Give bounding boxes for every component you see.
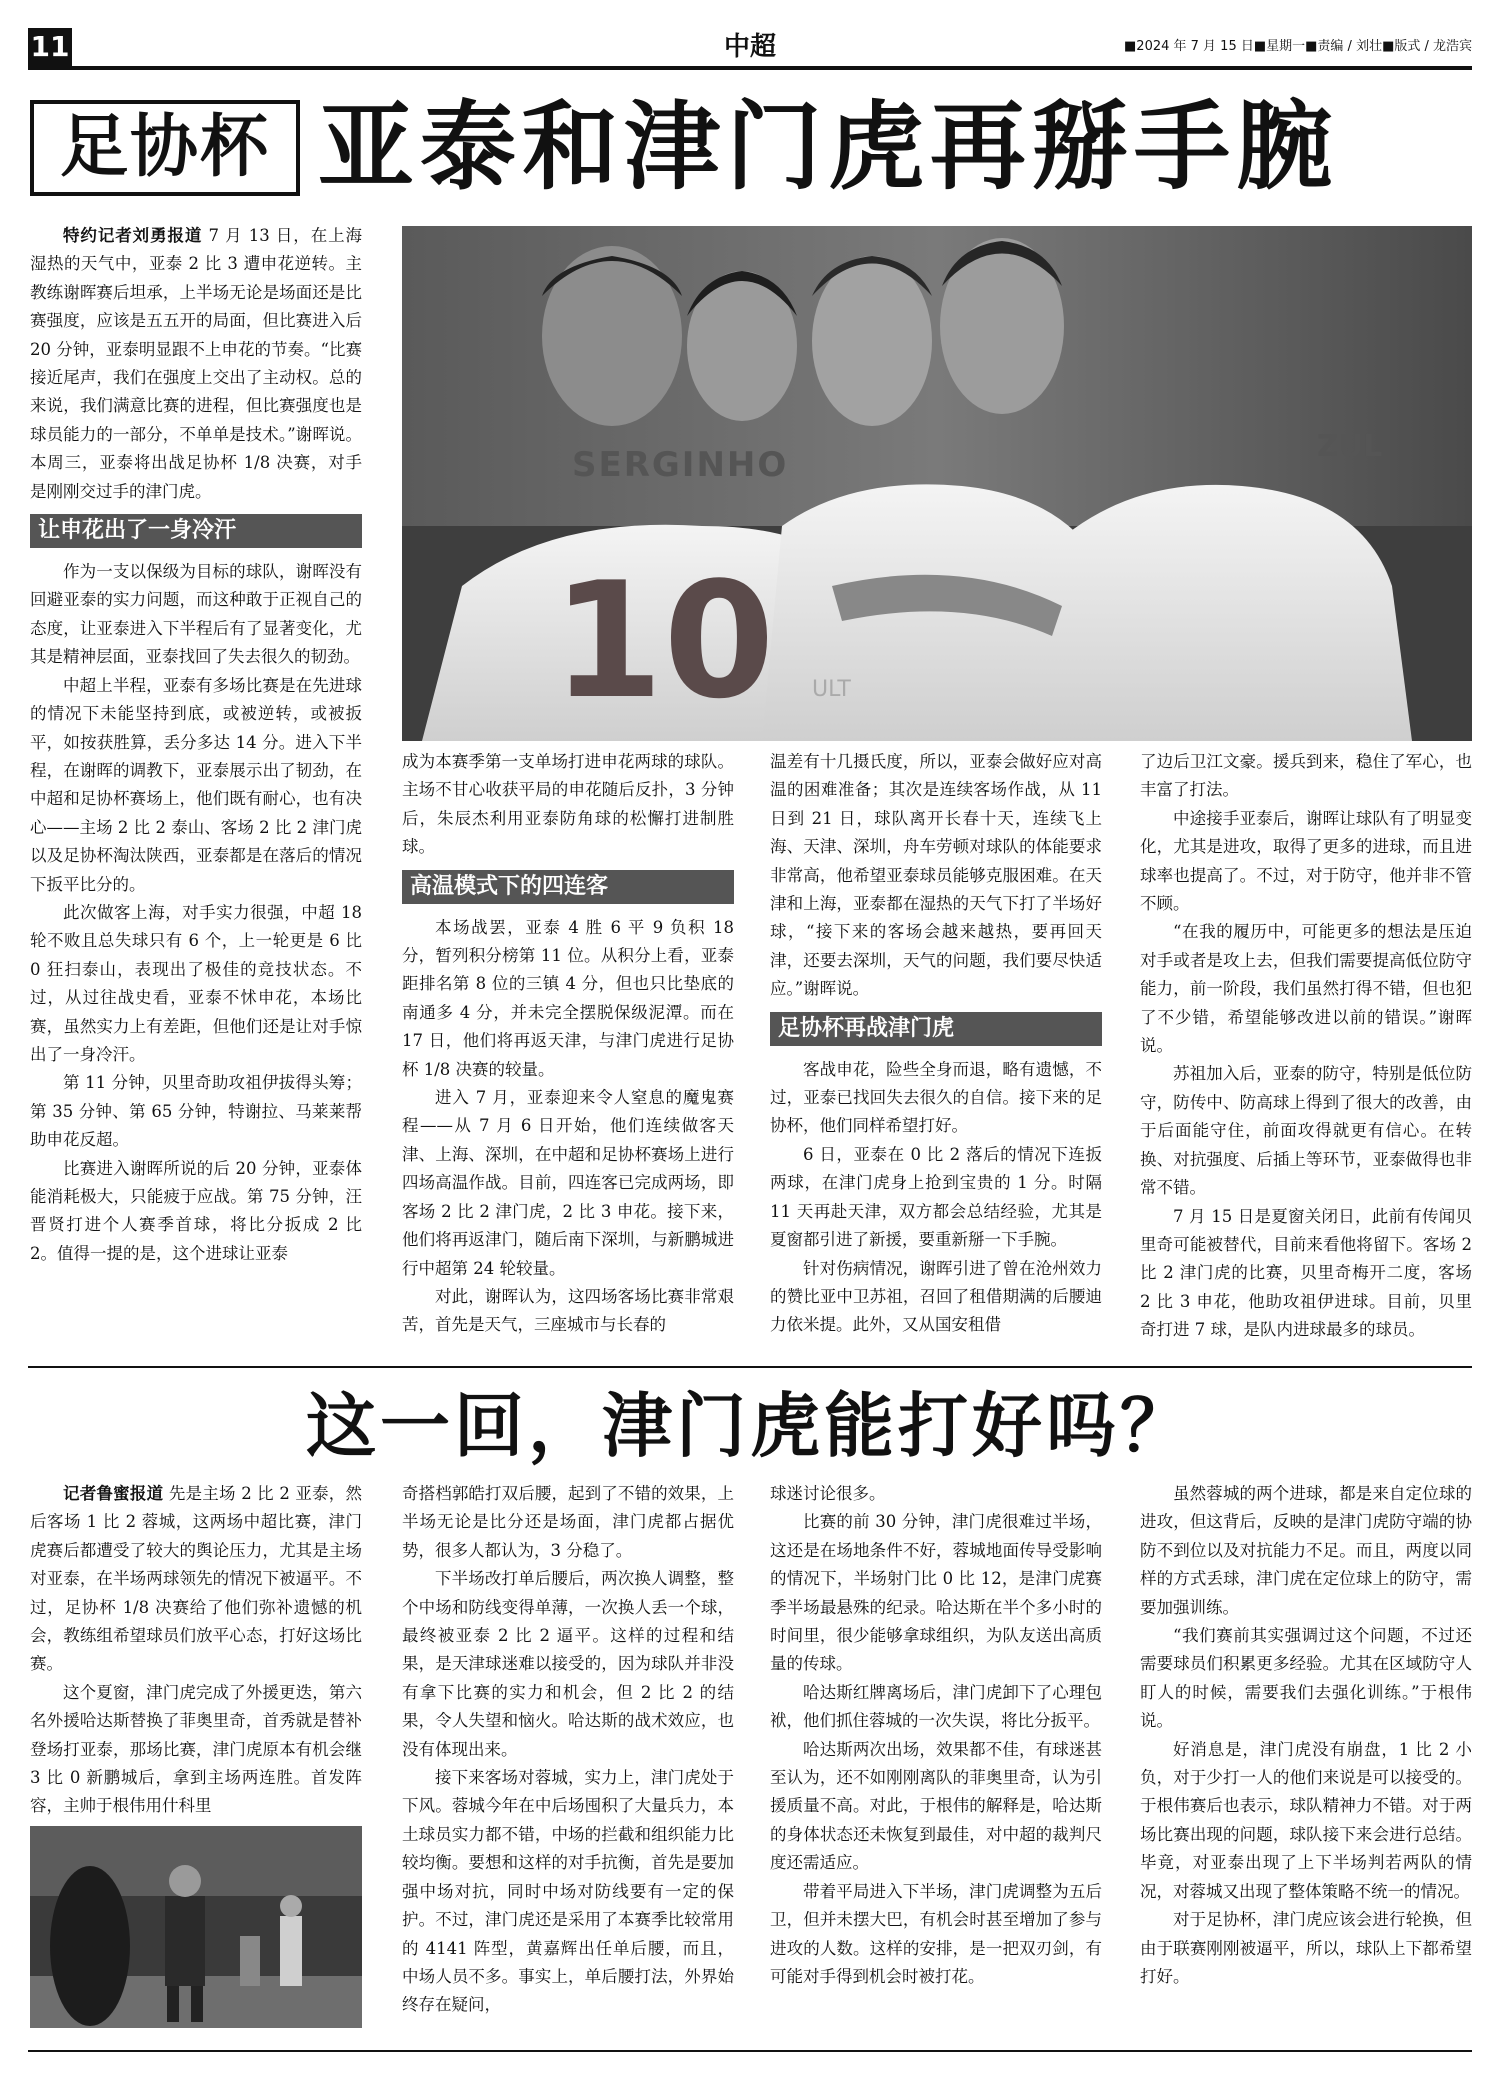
story1-column-1 — [30, 222, 362, 1352]
jersey-name-right: ZUL — [1317, 429, 1383, 464]
paragraph: 下半场改打单后腰后，两次换人调整，整个中场和防线变得单薄，一次换人丢一个球，最终被亚泰 2 比 2 逼平。这样的过程和结果，是天津球迷难以接受的，因为球队并非没有拿下比赛的实力和机会，但 2 比 2 的结果，令人失望和恼火。哈达斯的战术效应，也没有体现出来。 — [402, 1569, 734, 1759]
paragraph: 比赛进入谢晖所说的后 20 分钟，亚泰体能消耗极大，只能疲于应战。第 75 分钟，汪晋贤打进个人赛季首球，将比分扳成 2 比 2。值得一提的是，这个进球让亚泰 — [30, 1158, 362, 1263]
story1-column-4 — [1140, 748, 1472, 1352]
paragraph: “我们赛前其实强调过这个问题，不过还需要球员们积累更多经验。尤其在区域防守人盯人的时候，需要我们去强化训练。”于根伟说。 — [1140, 1626, 1472, 1731]
paragraph: 本场战罢，亚泰 4 胜 6 平 9 负积 18 分，暂列积分榜第 11 位。从积分上看，亚泰距排名第 8 位的三镇 4 分，但也只比垫底的南通多 4 分，并未完全摆脱保级泥潭。而在 17 日，他们将再返天津，与津门虎进行足协杯 1/8 决赛的较量。 — [402, 917, 734, 1079]
subhead-2: 高温模式下的四连客 — [402, 870, 734, 904]
paragraph: 带着平局进入下半场，津门虎调整为五后卫，但并未摆大巴，有机会时甚至增加了参与进攻的人数。这样的安排，是一把双刃剑，有可能对手得到机会时被打花。 — [770, 1881, 1102, 1986]
dateline: ■2024 年 7 月 15 日■星期一■责编 / 刘壮■版式 / 龙浩宾 — [1124, 39, 1472, 54]
players-celebration-photo — [402, 226, 1472, 741]
story1-column-2 — [402, 748, 734, 1352]
paragraph: 中途接手亚泰后，谢晖让球队有了明显变化，尤其是进攻，取得了更多的进球，而且进球率也提高了。不过，对于防守，他并非不管不顾。 — [1140, 808, 1472, 914]
kicker-label: 足协杯 — [30, 100, 300, 196]
jersey-sponsor: ULT — [812, 677, 851, 702]
paragraph: 对此，谢晖认为，这四场客场比赛非常艰苦，首先是天气，三座城市与长春的 — [402, 1286, 734, 1335]
coach-sideline-photo — [30, 1826, 362, 2028]
paragraph: 针对伤病情况，谢晖引进了曾在沧州效力的赞比亚中卫苏祖，召回了租借期满的后腰迪力依米提。此外，又从国安租借 — [770, 1258, 1102, 1335]
paragraph: 第 11 分钟，贝里奇助攻祖伊拔得头筹；第 35 分钟、第 65 分钟，特谢拉、马莱莱帮助申花反超。 — [30, 1073, 362, 1150]
paragraph: 虽然蓉城的两个进球，都是来自定位球的进攻，但这背后，反映的是津门虎防守端的协防不到位以及对抗能力不足。而且，两度以同样的方式丢球，津门虎在定位球上的防守，需要加强训练。 — [1140, 1484, 1472, 1617]
paragraph: 客战申花，险些全身而退，略有遗憾，不过，亚泰已找回失去很久的自信。接下来的足协杯，他们同样希望打好。 — [770, 1059, 1102, 1136]
section-title: 中超 — [723, 32, 776, 62]
page-number: 11 — [28, 28, 72, 66]
paragraph: “在我的履历中，可能更多的想法是压迫对手或者是攻上去，但我们需要提高低位防守能力，前一阶段，我们虽然打得不错，但也犯了不少错，希望能够改进以前的错误。”谢晖说。 — [1140, 922, 1472, 1056]
footer-rule — [28, 2050, 1472, 2052]
paragraph: 这个夏窗，津门虎完成了外援更迭，第六名外援哈达斯替换了菲奥里奇，首秀就是替补登场打亚泰，那场比赛，津门虎原本有机会继 3 比 0 新鹏城后，拿到主场两连胜。首发阵容，主帅于根伟用什科里 — [30, 1682, 362, 1816]
subhead-1: 让申花出了一身冷汗 — [30, 514, 362, 548]
jersey-number-left: 10 — [552, 547, 775, 734]
paragraph: 哈达斯红牌离场后，津门虎卸下了心理包袱，他们抓住蓉城的一次失误，将比分扳平。 — [770, 1682, 1102, 1731]
page-header — [28, 28, 1472, 70]
paragraph: 7 月 15 日是夏窗关闭日，此前有传闻贝里奇可能被替代，目前来看他将留下。客场 2 比 2 津门虎的比赛，贝里奇梅开二度，客场 2 比 3 申花，他助攻祖伊进球。目前，贝里奇打进 7 球，是队内进球最多的球员。 — [1140, 1206, 1472, 1340]
paragraph: 苏祖加入后，亚泰的防守，特别是低位防守，防传中、防高球上得到了很大的改善，由于后面能守住，前面攻得就更有信心。在转换、对抗强度、后插上等环节，亚泰做得也非常不错。 — [1140, 1064, 1472, 1198]
paragraph: 作为一支以保级为目标的球队，谢晖没有回避亚泰的实力问题，而这种敢于正视自己的态度，让亚泰进入下半程后有了显著变化，尤其是精神层面，亚泰找回了失去很久的韧劲。 — [30, 562, 362, 667]
paragraph: 6 日，亚泰在 0 比 2 落后的情况下连扳两球，在津门虎身上抢到宝贵的 1 分。时隔 11 天再赴天津，双方都会总结经验，尤其是夏窗都引进了新援，要重新掰一下手腕。 — [770, 1144, 1102, 1250]
story1-column-3 — [770, 748, 1102, 1352]
paragraph: 温差有十几摄氏度，所以，亚泰会做好应对高温的困难准备；其次是连续客场作战，从 11 日到 21 日，球队离开长春十天，连续飞上海、天津、深圳，舟车劳顿对球队的体能要求非常高，他希望亚泰球员能够克服困难。在天津和上海，亚泰都在湿热的天气下打了半场好球，“接下来的客场会越来越热，要再回天津，还要去深圳，天气的问题，我们要尽快适应。”谢晖说。 — [770, 752, 1102, 999]
story2-lead: 记者鲁蜜报道 先是主场 2 比 2 亚泰，然后客场 1 比 2 蓉城，这两场中超比赛，津门虎赛后都遭受了较大的舆论压力，尤其是主场对亚泰，在半场两球领先的情况下被逼平。不过，足协杯 1/8 决赛给了他们弥补遗憾的机会，教练组希望球员们放平心态，打好这场比赛。 — [30, 1484, 362, 1674]
paragraph: 比赛的前 30 分钟，津门虎很难过半场，这还是在场地条件不好，蓉城地面传导受影响的情况下，半场射门比 0 比 12，是津门虎赛季半场最悬殊的纪录。哈达斯在半个多小时的时间里，很少能够拿球组织，为队友送出高质量的传球。 — [770, 1512, 1102, 1674]
story1-byline: 特约记者刘勇报道 — [63, 226, 203, 245]
paragraph: 球迷讨论很多。 — [770, 1484, 886, 1503]
story2-column-4 — [1140, 1480, 1472, 2040]
story1-headline: 亚泰和津门虎再掰手腕 — [318, 91, 1338, 203]
subhead-3: 足协杯再战津门虎 — [770, 1012, 1102, 1046]
paragraph: 奇搭档郭皓打双后腰，起到了不错的效果，上半场无论是比分还是场面，津门虎都占据优势，很多人都认为，3 分稳了。 — [402, 1484, 734, 1560]
paragraph: 哈达斯两次出场，效果都不佳，有球迷甚至认为，还不如刚刚离队的菲奥里奇，认为引援质量不高。对此，于根伟的解释是，哈达斯的身体状态还未恢复到最佳，对中超的裁判尺度还需适应。 — [770, 1739, 1102, 1873]
story2-column-3 — [770, 1480, 1102, 2040]
jersey-name-left: SERGINHO — [572, 445, 789, 485]
paragraph: 中超上半程，亚泰有多场比赛是在先进球的情况下未能坚持到底，或被逆转，或被扳平，如按获胜算，丢分多达 14 分。进入下半程，在谢晖的调教下，亚泰展示出了韧劲，在中超和足协杯赛场上，他们既有耐心，也有决心——主场 2 比 2 泰山、客场 2 比 2 津门虎以及足协杯淘汰陕西，亚泰都是在落后的情况下扳平比分的。 — [30, 675, 362, 894]
paragraph: 对于足协杯，津门虎应该会进行轮换，但由于联赛刚刚被逼平，所以，球队上下都希望打好。 — [1140, 1910, 1472, 1986]
story2-column-1 — [30, 1480, 362, 1820]
paragraph: 进入 7 月，亚泰迎来令人窒息的魔鬼赛程——从 7 月 6 日开始，他们连续做客天津、上海、深圳，在中超和足协杯赛场上进行四场高温作战。目前，四连客已完成两场，即客场 2 比 2 津门虎，2 比 3 申花。接下来，他们将再返津门，随后南下深圳，与新鹏城进行中超第 24 轮较量。 — [402, 1088, 734, 1278]
story2-headline: 这一回，津门虎能打好吗？ — [306, 1385, 1194, 1467]
paragraph: 好消息是，津门虎没有崩盘，1 比 2 小负，对于少打一人的他们来说是可以接受的。于根伟赛后也表示，球队精神力不错。对于两场比赛出现的问题，球队接下来会进行总结。毕竟，对亚泰出现了上下半场判若两队的情况，对蓉城又出现了整体策略不统一的情况。 — [1140, 1739, 1472, 1901]
story2-column-2 — [402, 1480, 734, 2040]
paragraph: 接下来客场对蓉城，实力上，津门虎处于下风。蓉城今年在中后场囤积了大量兵力，本土球员实力都不错，中场的拦截和组织能力比较均衡。要想和这样的对手抗衡，首先是要加强中场对抗，同时中场对防线要有一定的保护。不过，津门虎还是采用了本赛季比较常用的 4141 阵型，黄嘉辉出任单后腰，而且，中场人员不多。事实上，单后腰打法，外界始终存在疑问， — [402, 1768, 734, 2015]
paragraph: 成为本赛季第一支单场打进申花两球的球队。主场不甘心收获平局的申花随后反扑，3 分钟后，朱辰杰利用亚泰防角球的松懈打进制胜球。 — [402, 752, 734, 857]
story2-byline: 记者鲁蜜报道 — [63, 1484, 164, 1503]
story1-lead: 特约记者刘勇报道 7 月 13 日，在上海湿热的天气中，亚泰 2 比 3 遭申花逆转。主教练谢晖赛后坦承，上半场无论是场面还是比赛强度，应该是五五开的局面，但比赛进入后 20 分钟，亚泰明显跟不上申花的节奏。“比赛接近尾声，我们在强度上交出了主动权。总的来说，我们满意比赛的进程，但比赛强度也是球员能力的一部分，不单单是技术。”谢晖说。本周三，亚泰将出战足协杯 1/8 决赛，对手是刚刚交过手的津门虎。 — [30, 226, 362, 501]
paragraph: 了边后卫江文豪。援兵到来，稳住了军心，也丰富了打法。 — [1140, 752, 1472, 800]
paragraph: 此次做客上海，对手实力很强，中超 18 轮不败且总失球只有 6 个，上一轮更是 6 比 0 狂扫泰山，表现出了极佳的竞技状态。不过，从过往战史看，亚泰不怵申花，本场比赛，虽然实力上有差距，但他们还是让对手惊出了一身冷汗。 — [30, 902, 362, 1064]
section-divider — [28, 1366, 1472, 1368]
